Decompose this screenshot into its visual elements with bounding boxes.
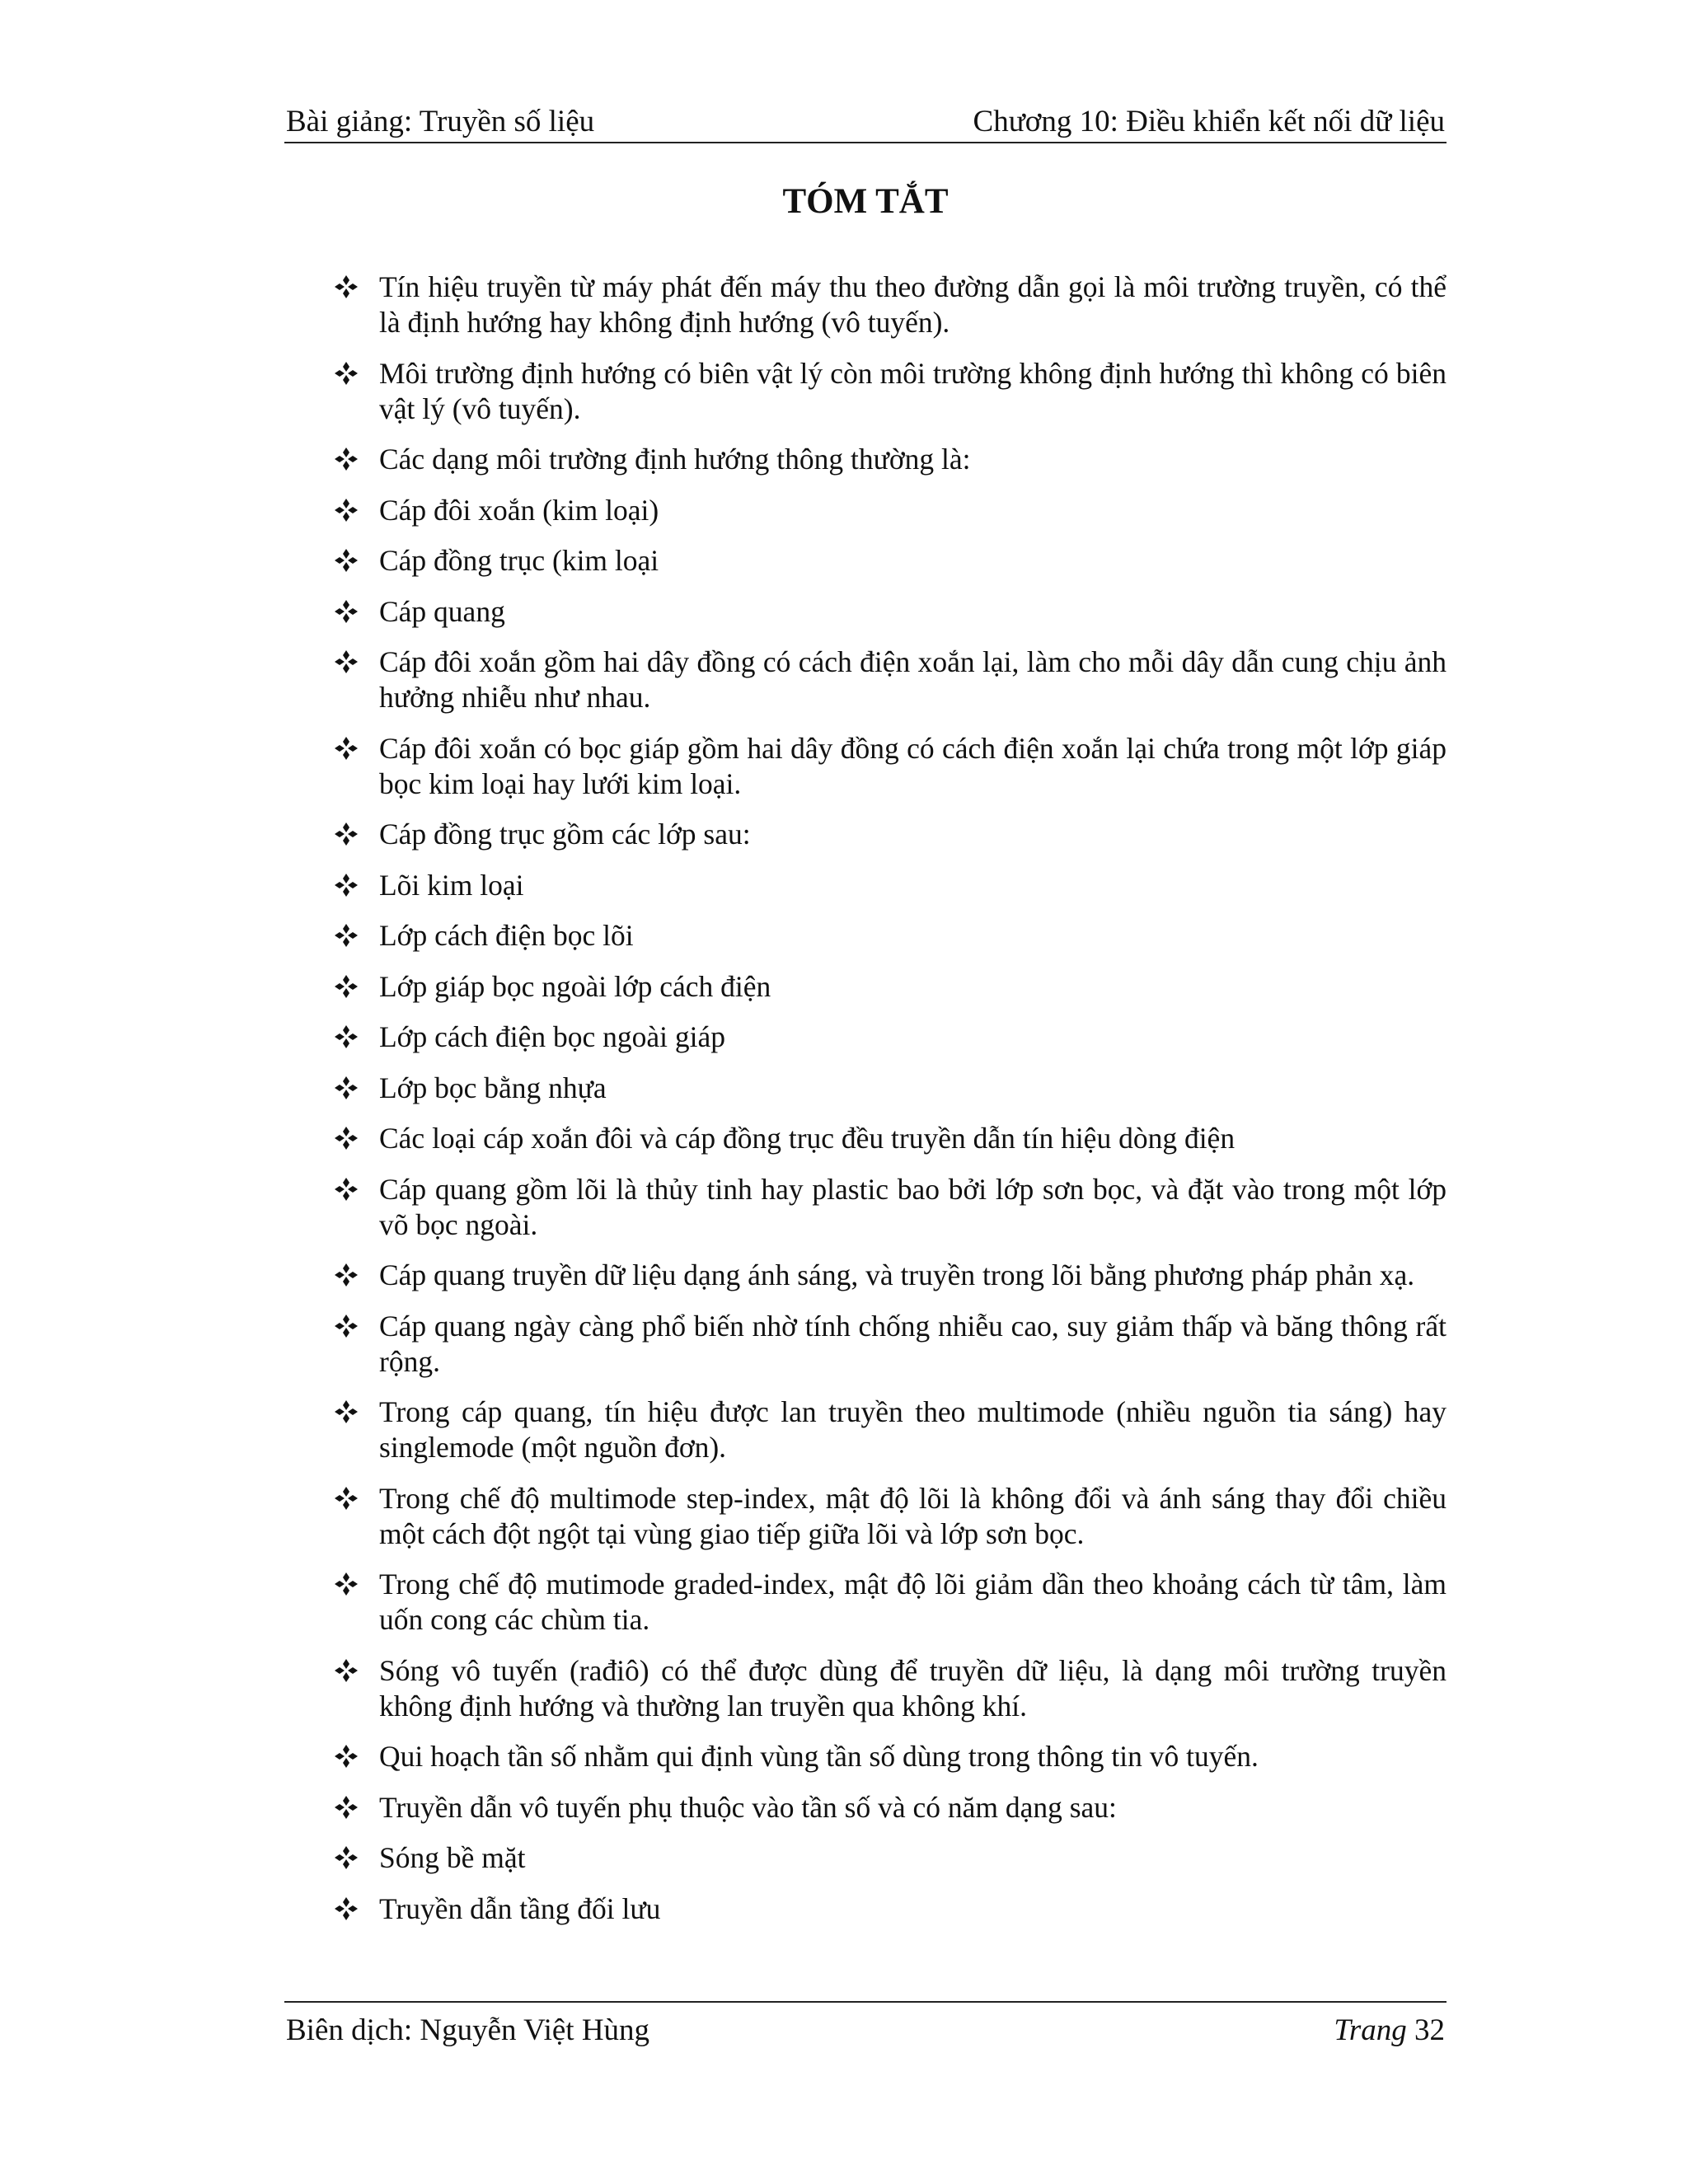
list-item <box>334 1567 1447 1638</box>
four-diamond-bullet-icon <box>334 359 359 383</box>
list-item-text: Tín hiệu truyền từ máy phát đến máy thu theo đường dẫn gọi là môi trường truyền, có thể là định hướng hay không định hướng (vô tuyến). <box>379 270 1447 339</box>
list-item <box>334 918 1447 954</box>
list-item-text: Cáp đồng trục gồm các lớp sau: <box>379 818 751 851</box>
list-item-text: Trong cáp quang, tín hiệu được lan truyền theo multimode (nhiều nguồn tia sáng) hay singlemode (một nguồn đơn). <box>379 1395 1447 1464</box>
header-divider <box>284 142 1447 143</box>
footer-page-number <box>1334 2006 1445 2055</box>
list-item-text: Truyền dẫn vô tuyến phụ thuộc vào tần số và có năm dạng sau: <box>379 1790 1117 1824</box>
four-diamond-bullet-icon <box>334 1073 359 1098</box>
list-item <box>334 644 1447 715</box>
list-item-text: Qui hoạch tần số nhằm qui định vùng tần số dùng trong thông tin vô tuyến. <box>379 1740 1259 1773</box>
list-item <box>334 1653 1447 1724</box>
list-item-text: Cáp đôi xoắn gồm hai dây đồng có cách điện xoắn lại, làm cho mỗi dây dẫn cung chịu ảnh hưởng nhiễu như nhau. <box>379 645 1447 714</box>
list-item-text: Cáp đồng trục (kim loại <box>379 544 659 577</box>
list-item <box>334 1121 1447 1156</box>
list-item <box>334 493 1447 528</box>
summary-list <box>334 269 1447 1942</box>
page-title: TÓM TẮT <box>782 182 949 221</box>
list-item <box>334 1891 1447 1927</box>
four-diamond-bullet-icon <box>334 1843 359 1868</box>
four-diamond-bullet-icon <box>334 972 359 996</box>
list-item-text: Lõi kim loại <box>379 868 524 902</box>
list-item-text: Lớp cách điện bọc ngoài giáp <box>379 1020 725 1053</box>
list-item <box>334 1071 1447 1106</box>
four-diamond-bullet-icon <box>334 1656 359 1680</box>
list-item-text: Các loại cáp xoắn đôi và cáp đồng trục đều truyền dẫn tín hiệu dòng điện <box>379 1122 1236 1155</box>
four-diamond-bullet-icon <box>334 1894 359 1919</box>
list-item-text: Môi trường định hướng có biên vật lý còn môi trường không định hướng thì không có biên vật lý (vô tuyến). <box>379 356 1447 425</box>
four-diamond-bullet-icon <box>334 1397 359 1422</box>
header-course-title: Bài giảng: Truyền số liệu <box>286 105 595 138</box>
list-item <box>334 1739 1447 1774</box>
list-item <box>334 543 1447 579</box>
four-diamond-bullet-icon <box>334 597 359 621</box>
list-item <box>334 442 1447 477</box>
four-diamond-bullet-icon <box>334 1260 359 1285</box>
four-diamond-bullet-icon <box>334 1793 359 1817</box>
list-item-text: Cáp đôi xoắn (kim loại) <box>379 493 659 527</box>
four-diamond-bullet-icon <box>334 1174 359 1199</box>
list-item <box>334 868 1447 903</box>
list-item-text: Sóng bề mặt <box>379 1841 526 1874</box>
list-item-text: Sóng vô tuyến (rađiô) có thể được dùng để truyền dữ liệu, là dạng môi trường truyền không định hướng và thường lan truyền qua không khí. <box>379 1653 1447 1722</box>
list-item <box>334 1481 1447 1552</box>
four-diamond-bullet-icon <box>334 733 359 758</box>
list-item-text: Cáp quang gồm lõi là thủy tinh hay plastic bao bởi lớp sơn bọc, và đặt vào trong một lớp võ bọc ngoài. <box>379 1172 1447 1241</box>
list-item <box>334 1258 1447 1293</box>
four-diamond-bullet-icon <box>334 921 359 945</box>
page-footer <box>284 2006 1447 2055</box>
four-diamond-bullet-icon <box>334 444 359 469</box>
list-item-text: Truyền dẫn tầng đối lưu <box>379 1891 661 1925</box>
list-item <box>334 731 1447 802</box>
list-item-text: Trong chế độ multimode step-index, mật độ lõi là không đổi và ánh sáng thay đổi chiều một cách đột ngột tại vùng giao tiếp giữa lõi và lớp sơn bọc. <box>379 1481 1447 1550</box>
four-diamond-bullet-icon <box>334 495 359 520</box>
list-item-text: Cáp quang ngày càng phổ biến nhờ tính chống nhiễu cao, suy giảm thấp và băng thông rất rộng. <box>379 1309 1447 1378</box>
four-diamond-bullet-icon <box>334 647 359 672</box>
list-item-text: Lớp cách điện bọc lõi <box>379 919 634 952</box>
header-chapter-title: Chương 10: Điều khiển kết nối dữ liệu <box>973 105 1445 138</box>
list-item <box>334 1309 1447 1380</box>
page-number: 32 <box>1414 2013 1445 2047</box>
page-header <box>284 97 1447 147</box>
list-item <box>334 817 1447 852</box>
four-diamond-bullet-icon <box>334 1123 359 1148</box>
four-diamond-bullet-icon <box>334 1483 359 1508</box>
list-item-text: Các dạng môi trường định hướng thông thường là: <box>379 443 971 476</box>
four-diamond-bullet-icon <box>334 870 359 895</box>
list-item-text: Cáp đôi xoắn có bọc giáp gồm hai dây đồng có cách điện xoắn lại chứa trong một lớp giáp bọc kim loại hay lưới kim loại. <box>379 731 1447 800</box>
list-item <box>334 1790 1447 1825</box>
list-item <box>334 1019 1447 1055</box>
four-diamond-bullet-icon <box>334 1741 359 1766</box>
four-diamond-bullet-icon <box>334 1022 359 1047</box>
four-diamond-bullet-icon <box>334 272 359 297</box>
list-item <box>334 356 1447 427</box>
list-item <box>334 1840 1447 1876</box>
four-diamond-bullet-icon <box>334 1311 359 1336</box>
list-item-text: Cáp quang truyền dữ liệu dạng ánh sáng, và truyền trong lõi bằng phương pháp phản xạ. <box>379 1258 1415 1291</box>
list-item-text: Lớp giáp bọc ngoài lớp cách điện <box>379 969 771 1003</box>
four-diamond-bullet-icon <box>334 1569 359 1594</box>
page-label: Trang <box>1334 2013 1407 2047</box>
list-item <box>334 969 1447 1005</box>
four-diamond-bullet-icon <box>334 819 359 844</box>
list-item <box>334 1172 1447 1243</box>
footer-divider <box>284 2001 1447 2003</box>
list-item <box>334 1394 1447 1465</box>
list-item-text: Cáp quang <box>379 594 505 628</box>
list-item <box>334 594 1447 630</box>
list-item-text: Trong chế độ mutimode graded-index, mật độ lõi giảm dần theo khoảng cách từ tâm, làm uốn cong các chùm tia. <box>379 1568 1447 1636</box>
footer-translator: Biên dịch: Nguyễn Việt Hùng <box>286 2013 650 2047</box>
four-diamond-bullet-icon <box>334 546 359 570</box>
list-item <box>334 269 1447 340</box>
list-item-text: Lớp bọc bằng nhựa <box>379 1071 607 1104</box>
